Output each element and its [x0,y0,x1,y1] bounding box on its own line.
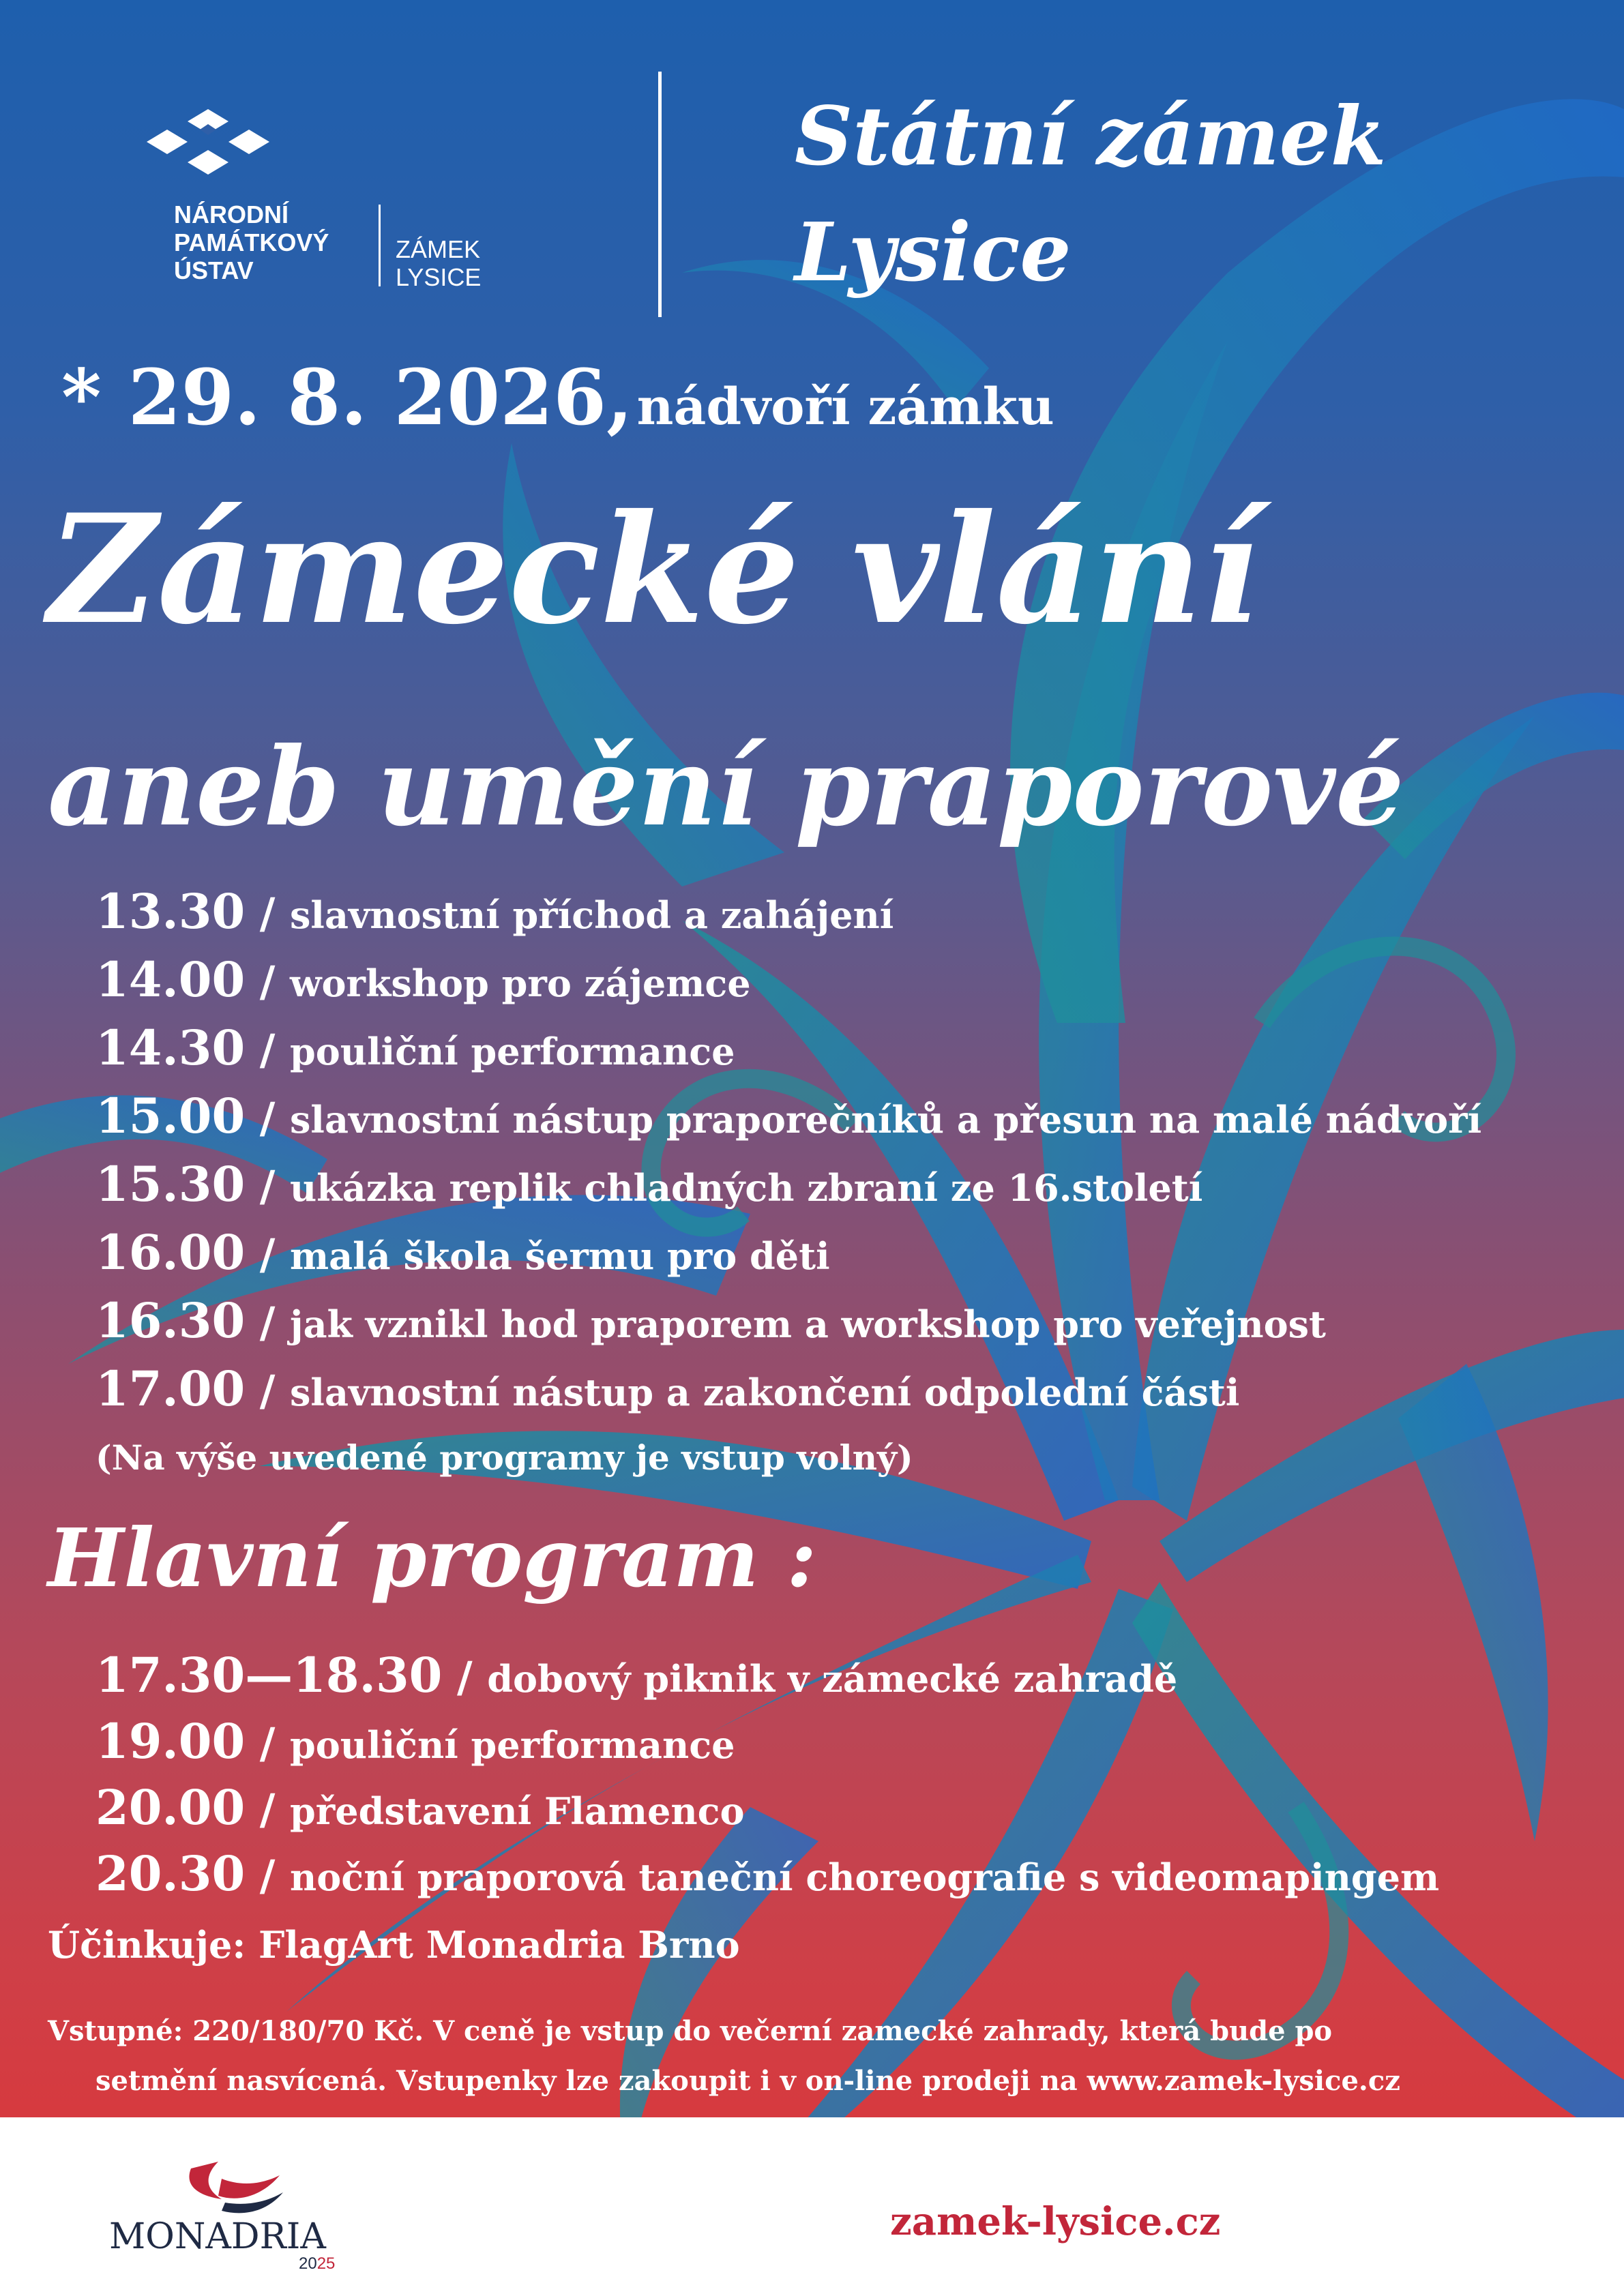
schedule-description: slavnostní příchod a zahájení [290,893,894,937]
header-divider [658,72,662,317]
schedule-row [95,1156,1202,1212]
org-sub-line1: ZÁMEK [396,235,481,263]
ticket-info-line1: Vstupné: 220/180/70 Kč. V ceně je vstup do večerní zamecké zahrady, která bude po [48,2015,1333,2047]
event-date: * 29. 8. 2026, [61,353,634,443]
schedule-description: pouliční performance [290,1030,735,1073]
schedule-separator: / [245,1298,291,1347]
venue-line2: Lysice [795,205,1072,299]
schedule-separator: / [245,1093,291,1143]
main-program-separator: / [245,1851,291,1900]
main-program-time: 17.30—18.30 [95,1647,443,1703]
main-program-separator: / [245,1785,291,1834]
main-program-description: dobový piknik v zámecké zahradě [487,1657,1178,1701]
schedule-separator: / [245,1229,291,1279]
schedule-description: workshop pro zájemce [290,961,751,1005]
schedule-row [95,1224,830,1281]
schedule-description: slavnostní nástup praporečníků a přesun na malé nádvoří [290,1098,1482,1142]
main-program-time: 19.00 [95,1713,246,1770]
schedule-time: 13.30 [95,883,246,940]
schedule-separator: / [245,1025,291,1075]
org-name-line2: PAMÁTKOVÝ [174,228,329,256]
schedule-description: ukázka replik chladných zbraní ze 16.století [290,1166,1203,1210]
schedule-time: 16.00 [95,1224,246,1281]
schedule-time: 15.30 [95,1156,246,1212]
npu-divider [379,205,381,286]
event-place: nádvoří zámku [636,378,1054,436]
schedule-row [95,883,894,940]
main-program-description: představení Flamenco [290,1789,745,1833]
venue-line1: Státní zámek [795,89,1387,183]
org-name-line1: NÁRODNÍ [174,200,289,228]
ticket-info-line2: setmění nasvícená. Vstupenky lze zakoupit i v on-line prodeji na www.zamek-lysice.cz [95,2065,1400,2097]
main-program-separator: / [245,1718,291,1768]
main-program-description: noční praporová taneční choreografie s videomapingem [290,1855,1440,1899]
schedule-time: 15.00 [95,1088,246,1144]
free-entry-note: (Na výše uvedené programy je vstup volný) [95,1437,913,1478]
schedule-row [95,1088,1481,1144]
website-link[interactable]: zamek-lysice.cz [890,2199,1221,2244]
schedule-separator: / [245,1161,291,1211]
main-program-row [95,1713,735,1770]
schedule-time: 17.00 [95,1360,246,1417]
event-subtitle: aneb umění praporové [48,724,1404,850]
main-program-time: 20.00 [95,1779,246,1836]
schedule-description: malá škola šermu pro děti [290,1234,830,1278]
schedule-separator: / [245,889,291,938]
schedule-time: 16.30 [95,1292,246,1349]
main-program-time: 20.30 [95,1845,246,1902]
schedule-row [95,951,751,1008]
schedule-description: slavnostní nástup a zakončení odpolední části [290,1371,1240,1414]
event-date-line [61,353,1054,443]
main-program-separator: / [442,1652,488,1702]
main-program-row [95,1845,1439,1902]
performer-credit: Účinkuje: FlagArt Monadria Brno [48,1923,740,1967]
schedule-row [95,1292,1326,1349]
main-program-row [95,1779,745,1836]
org-sub-line2: LYSICE [396,263,482,291]
event-title: Zámecké vlání [48,481,1260,657]
npu-logo-icon [140,109,276,177]
schedule-separator: / [245,957,291,1007]
schedule-row [95,1360,1239,1417]
main-program-description: pouliční performance [290,1723,735,1767]
schedule-time: 14.00 [95,951,246,1008]
schedule-time: 14.30 [95,1019,246,1076]
main-program-row [95,1647,1177,1703]
schedule-separator: / [245,1366,291,1416]
schedule-description: jak vznikl hod praporem a workshop pro veřejnost [290,1302,1326,1346]
partner-name: MONADRIA [109,2216,326,2257]
main-program-heading: Hlavní program : [48,1510,817,1605]
org-name-line3: ÚSTAV [174,256,254,284]
partner-year: 2025 [299,2254,336,2273]
schedule-row [95,1019,735,1076]
